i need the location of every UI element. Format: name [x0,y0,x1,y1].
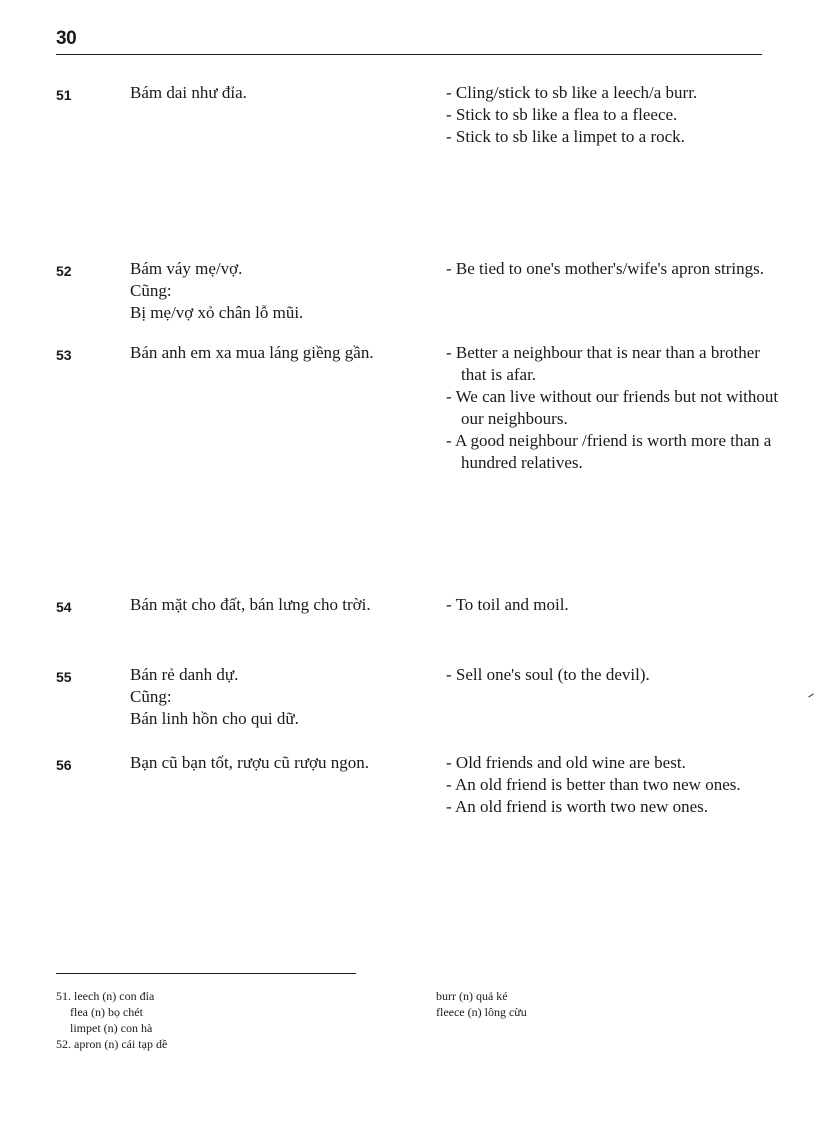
footnote-line: limpet (n) con hà [70,1021,153,1035]
entry-number: 53 [56,347,72,363]
footnote-line: burr (n) quả ké [436,989,508,1003]
entry-number: 56 [56,757,72,773]
vietnamese-line: Bán linh hồn cho qui dữ. [130,709,299,728]
english-equivalents [446,752,786,818]
entry-number: 55 [56,669,72,685]
vietnamese-proverb [130,594,440,616]
entry-number: 54 [56,599,72,615]
english-item: - An old friend is better than two new ones. [446,775,741,794]
footnotes-left-column [56,988,386,1052]
vietnamese-proverb [130,664,440,730]
page-number: 30 [56,28,77,49]
english-item: - We can live without our friends but not without our neighbours. [446,387,779,428]
english-item: - Old friends and old wine are best. [446,753,686,772]
vietnamese-line: Bán anh em xa mua láng giềng gần. [130,343,374,362]
english-item: - Be tied to one's mother's/wife's apron strings. [446,259,764,278]
vietnamese-line: Bám dai như đỉa. [130,83,247,102]
footnote-line: flea (n) bọ chét [70,1005,143,1019]
english-item: - Sell one's soul (to the devil). [446,665,650,684]
footnotes-right-column [436,988,736,1020]
english-equivalents [446,594,786,616]
vietnamese-line: Cũng: [130,281,172,300]
english-item: - A good neighbour /friend is worth more than a hundred relatives. [446,431,772,472]
vietnamese-proverb [130,752,440,774]
vietnamese-line: Bị mẹ/vợ xỏ chân lỗ mũi. [130,303,304,322]
header-rule [56,54,762,55]
english-item: - Better a neighbour that is near than a brother that is afar. [446,343,760,384]
vietnamese-line: Bám váy mẹ/vợ. [130,259,243,278]
english-item: - Stick to sb like a limpet to a rock. [446,127,685,146]
vietnamese-line: Cũng: [130,687,172,706]
english-item: - An old friend is worth two new ones. [446,797,709,816]
vietnamese-line: Bán rẻ danh dự. [130,665,239,684]
english-item: - Cling/stick to sb like a leech/a burr. [446,83,698,102]
english-equivalents [446,258,786,280]
english-equivalents [446,82,786,148]
footnote-line: 51. leech (n) con đỉa [56,989,155,1003]
english-item: - To toil and moil. [446,595,569,614]
vietnamese-proverb [130,258,440,324]
english-equivalents [446,664,786,686]
vietnamese-proverb [130,342,440,364]
vietnamese-line: Bạn cũ bạn tốt, rượu cũ rượu ngon. [130,753,369,772]
footnote-line: fleece (n) lông cừu [436,1005,527,1019]
english-equivalents [446,342,786,474]
vietnamese-line: Bán mặt cho đất, bán lưng cho trời. [130,595,371,614]
footnote-line: 52. apron (n) cái tạp dề [56,1037,168,1051]
footnote-rule [56,973,356,974]
vietnamese-proverb [130,82,440,104]
entry-number: 52 [56,263,72,279]
english-item: - Stick to sb like a flea to a fleece. [446,105,678,124]
entry-number: 51 [56,87,72,103]
margin-mark [808,693,813,697]
